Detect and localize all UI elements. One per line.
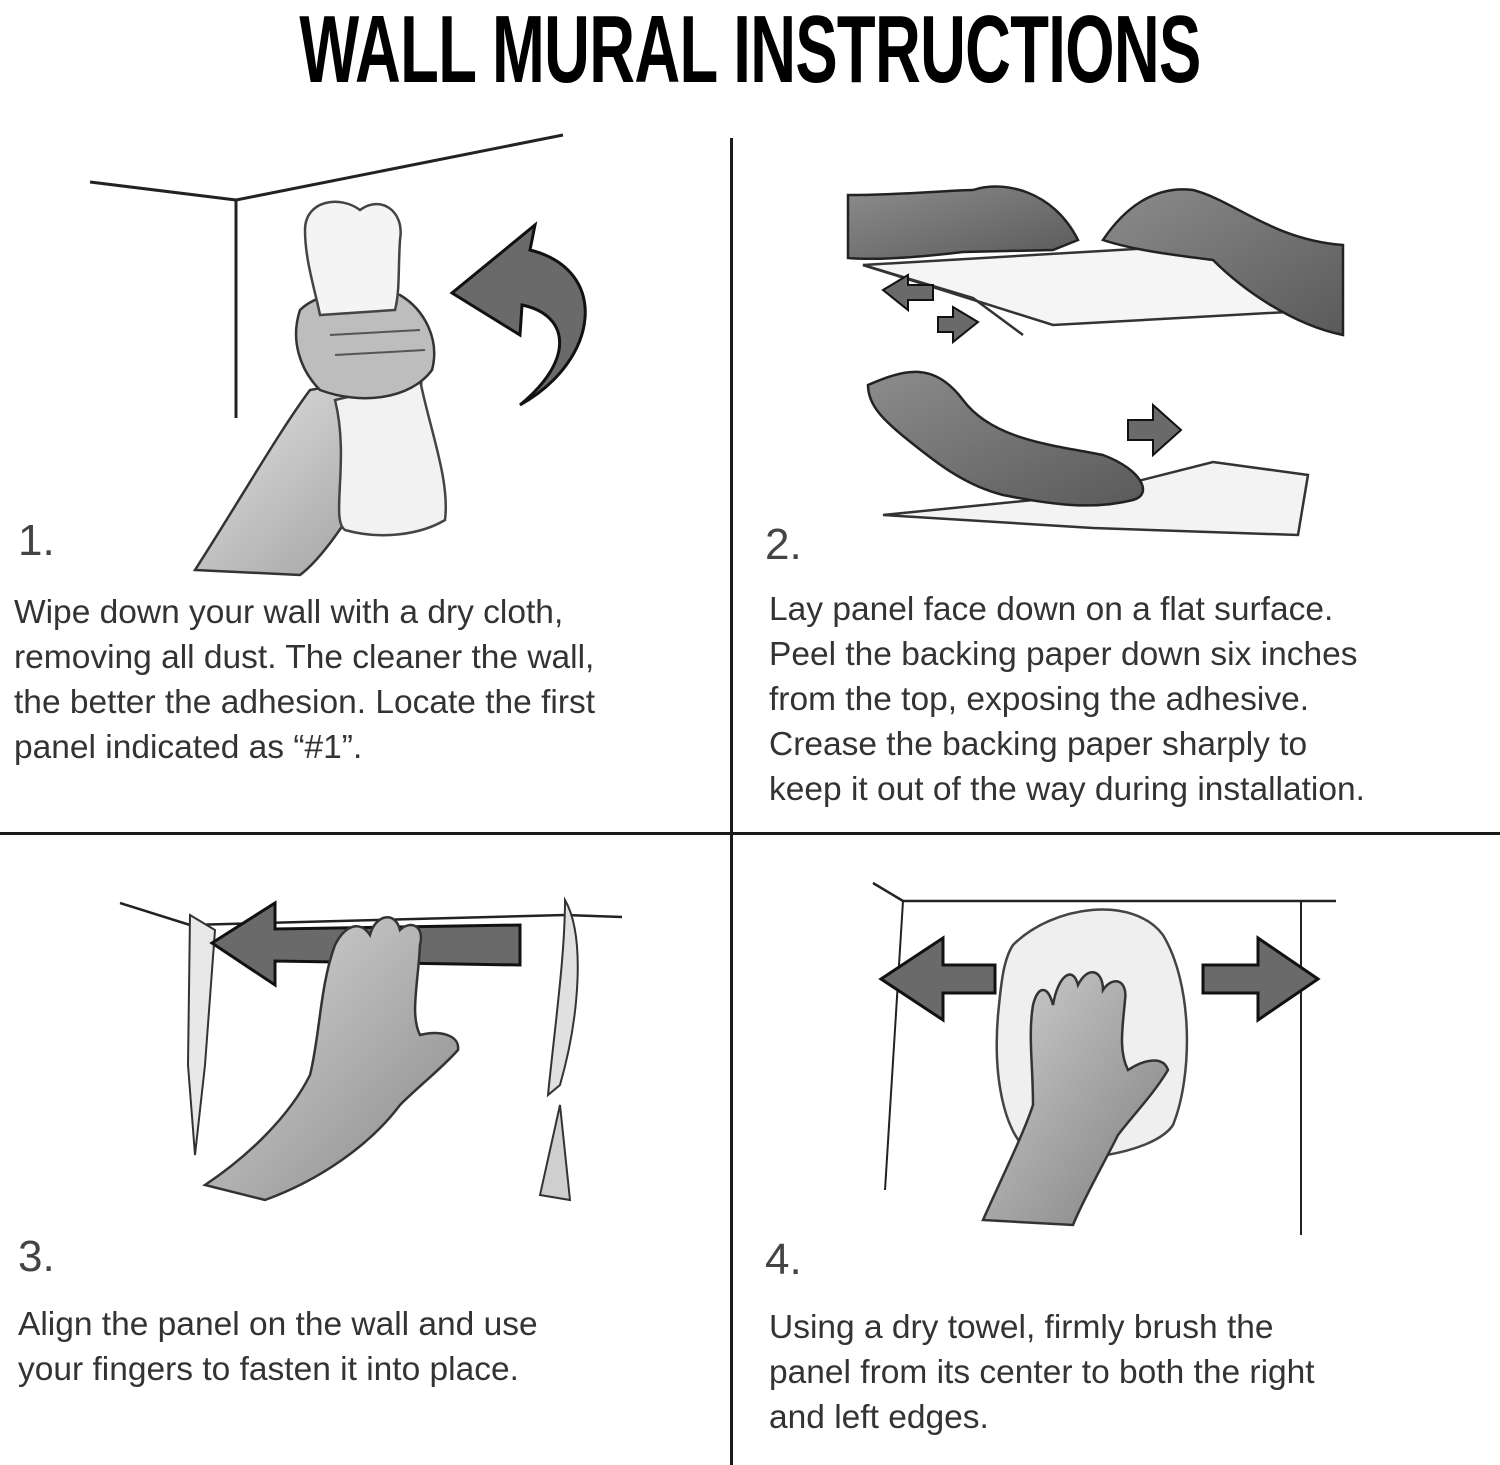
step-4-line: and left edges. — [769, 1399, 989, 1436]
step-1-line: removing all dust. The cleaner the wall, — [14, 639, 595, 676]
step-2-description — [769, 587, 1365, 812]
step-2-line: Peel the backing paper down six inches — [769, 636, 1358, 673]
step-3-line: Align the panel on the wall and use — [18, 1306, 538, 1343]
step-2-line: from the top, exposing the adhesive. — [769, 681, 1310, 718]
step-3-description — [18, 1302, 538, 1392]
step-2-line: Crease the backing paper sharply to — [769, 726, 1308, 763]
step-3-number: 3. — [18, 1232, 55, 1281]
step-4-description — [769, 1305, 1315, 1440]
step-4-line: panel from its center to both the right — [769, 1354, 1315, 1391]
step-2-line: keep it out of the way during installation. — [769, 771, 1365, 808]
step-1-panel — [0, 100, 730, 832]
step-2-number: 2. — [765, 520, 802, 569]
step-1-line: Wipe down your wall with a dry cloth, — [14, 594, 564, 631]
step-2-line: Lay panel face down on a flat surface. — [769, 591, 1334, 628]
page-title: WALL MURAL INSTRUCTIONS — [299, 0, 1201, 103]
step-2-panel — [733, 100, 1500, 832]
step-3-panel — [0, 835, 730, 1465]
step-1-line: panel indicated as “#1”. — [14, 729, 363, 766]
hand-aligning-panel-icon — [0, 835, 730, 1235]
step-4-number: 4. — [765, 1235, 802, 1284]
step-3-line: your fingers to fasten it into place. — [18, 1351, 519, 1388]
step-4-panel — [733, 835, 1500, 1465]
step-1-description — [14, 590, 595, 770]
step-1-line: the better the adhesion. Locate the first — [14, 684, 596, 721]
step-4-line: Using a dry towel, firmly brush the — [769, 1309, 1274, 1346]
hand-wiping-wall-icon — [0, 100, 730, 580]
towel-brushing-panel-icon — [733, 835, 1500, 1245]
step-1-number: 1. — [18, 516, 55, 565]
peel-backing-paper-icon — [733, 100, 1500, 550]
